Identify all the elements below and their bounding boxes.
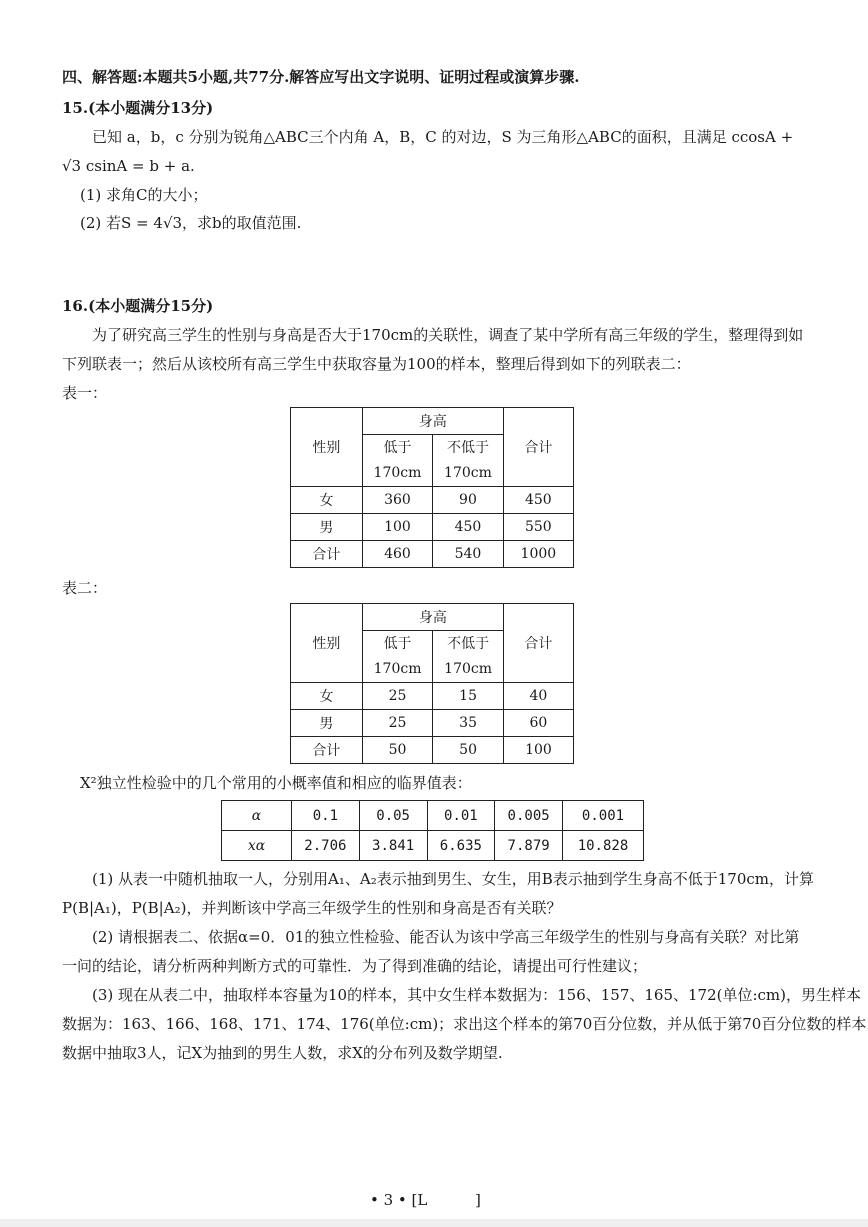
cell-value: 50 (362, 737, 433, 764)
critical-label: xα (222, 831, 292, 861)
cell-value: 1000 (503, 541, 573, 568)
page-footer: • 3 • [L ] (370, 1191, 481, 1209)
cell-value: 90 (433, 487, 504, 514)
header-height: 身高 (362, 408, 503, 435)
header-not-low: 不低于 170cm (433, 631, 504, 683)
cell-value: 25 (362, 683, 433, 710)
row-label: 男 (291, 514, 363, 541)
cell-value: 15 (433, 683, 504, 710)
alpha-value: 0.01 (427, 801, 495, 831)
cell-value: 50 (433, 737, 504, 764)
critical-value: 2.706 (292, 831, 360, 861)
header-gender: 性别 (291, 408, 363, 487)
critical-value: 3.841 (359, 831, 427, 861)
row-label: 男 (291, 710, 363, 737)
critical-value: 6.635 (427, 831, 495, 861)
header-total: 合计 (503, 408, 573, 487)
footer-divider (0, 1219, 868, 1227)
row-label: 女 (291, 487, 363, 514)
q16-intro-line1: 为了研究高三学生的性别与身高是否大于170cm的关联性，调查了某中学所有高三年级的学生，整理得到如 (92, 326, 804, 344)
header-gender: 性别 (291, 604, 363, 683)
contingency-table-1 (290, 407, 574, 568)
q16-part3-line2: 数据为：163、166、168、171、174、176(单位:cm)；求出这个样本的第70百分位数，并从低于第70百分位数的样本 (62, 1015, 867, 1033)
cell-value: 60 (503, 710, 573, 737)
q16-intro-line2: 下列联表一；然后从该校所有高三学生中获取容量为100的样本，整理后得到如下的列联表二： (62, 355, 691, 373)
q16-part2-line1: (2) 请根据表二、依据α=0．01的独立性检验、能否认为该中学高三年级学生的性别与身高有关联？对比第 (92, 928, 800, 946)
alpha-value: 0.1 (292, 801, 360, 831)
critical-value: 7.879 (495, 831, 563, 861)
cell-value: 450 (503, 487, 573, 514)
alpha-label: α (222, 801, 292, 831)
q16-part3-line1: (3) 现在从表二中，抽取样本容量为10的样本，其中女生样本数据为：156、157、165、172(单位:cm)，男生样本 (92, 986, 862, 1004)
cell-value: 35 (433, 710, 504, 737)
q16-header: 16.(本小题满分15分) (62, 297, 214, 315)
table2-caption: 表二： (62, 579, 108, 597)
cell-value: 450 (433, 514, 504, 541)
cell-value: 25 (362, 710, 433, 737)
header-low: 低于 170cm (362, 435, 433, 487)
q15-stem-line1: 已知 a，b，c 分别为锐角△ABC三个内角 A，B，C 的对边，S 为三角形△ABC的面积，且满足 ccosA + (92, 128, 794, 146)
q15-header: 15.(本小题满分13分) (62, 99, 214, 117)
contingency-table-2 (290, 603, 574, 764)
cell-value: 550 (503, 514, 573, 541)
q16-part1-line2: P(B|A₁)，P(B|A₂)，并判断该中学高三年级学生的性别和身高是否有关联？ (62, 899, 562, 917)
section-header: 四、解答题:本题共5小题,共77分.解答应写出文字说明、证明过程或演算步骤. (62, 68, 580, 86)
table1-caption: 表一： (62, 384, 108, 402)
cell-value: 360 (362, 487, 433, 514)
critical-value: 10.828 (563, 831, 644, 861)
cell-value: 100 (503, 737, 573, 764)
row-label: 女 (291, 683, 363, 710)
header-low: 低于 170cm (362, 631, 433, 683)
q15-stem-line2: √3 csinA = b + a. (62, 157, 195, 175)
header-total: 合计 (503, 604, 573, 683)
q16-part3-line3: 数据中抽取3人，记X为抽到的男生人数，求X的分布列及数学期望. (62, 1044, 503, 1062)
header-height: 身高 (362, 604, 503, 631)
header-not-low: 不低于 170cm (433, 435, 504, 487)
alpha-value: 0.001 (563, 801, 644, 831)
cell-value: 40 (503, 683, 573, 710)
cell-value: 540 (433, 541, 504, 568)
critical-value-table (221, 800, 644, 861)
alpha-value: 0.05 (359, 801, 427, 831)
alpha-value: 0.005 (495, 801, 563, 831)
row-label: 合计 (291, 737, 363, 764)
q16-part1-line1: (1) 从表一中随机抽取一人，分别用A₁、A₂表示抽到男生、女生，用B表示抽到学生身高不低于170cm，计算 (92, 870, 814, 888)
row-label: 合计 (291, 541, 363, 568)
critical-table-caption: X²独立性检验中的几个常用的小概率值和相应的临界值表： (80, 774, 472, 792)
q16-part2-line2: 一问的结论，请分析两种判断方式的可靠性．为了得到准确的结论，请提出可行性建议； (62, 957, 648, 975)
q15-part2: (2) 若S = 4√3，求b的取值范围. (80, 214, 302, 232)
q15-part1: (1) 求角C的大小； (80, 186, 208, 204)
cell-value: 100 (362, 514, 433, 541)
cell-value: 460 (362, 541, 433, 568)
